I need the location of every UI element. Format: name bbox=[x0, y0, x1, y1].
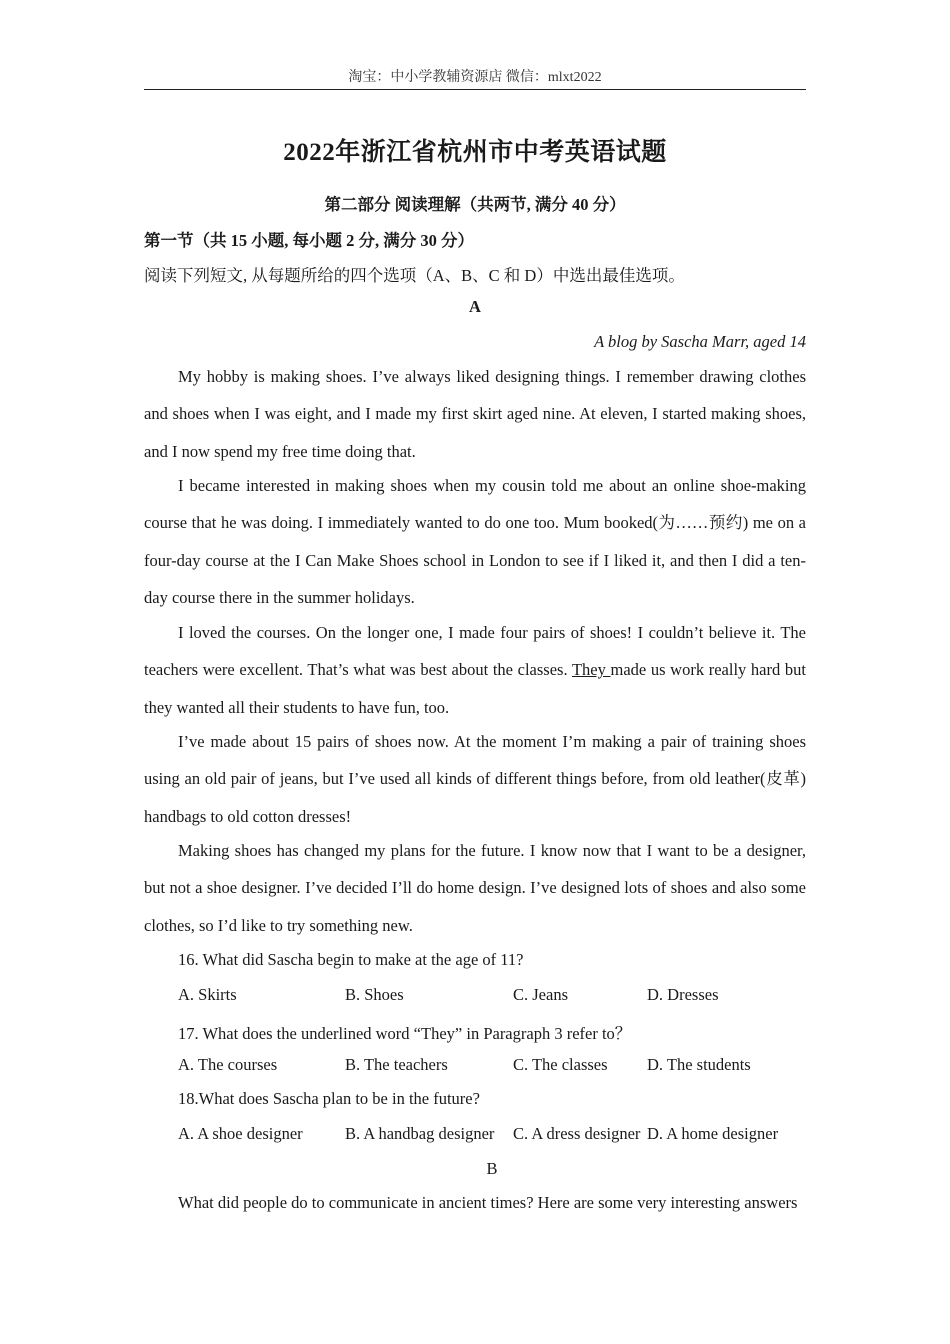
question-17-option-b: B. The teachers bbox=[345, 1055, 448, 1074]
passage-a-byline: A blog by Sascha Marr, aged 14 bbox=[594, 332, 806, 351]
passage-a-paragraph-5: Making shoes has changed my plans for the future. I know now that I want to be a designer, but not a shoe designer. I’ve decided I’ll do home design. I’ve designed lots of shoes and also some clothes, so I’d like to try something new. bbox=[144, 841, 806, 935]
passage-b-label: B bbox=[486, 1159, 498, 1178]
page-header: 淘宝：中小学教辅资源店 微信：mlxt2022 bbox=[144, 66, 806, 90]
exam-title: 2022年浙江省杭州市中考英语试题 bbox=[283, 139, 667, 166]
question-18-option-c: C. A dress designer bbox=[513, 1124, 641, 1143]
instruction-text: 阅读下列短文, 从每题所给的四个选项（A、B、C 和 D）中选出最佳选项。 bbox=[144, 266, 685, 285]
question-16-option-d: D. Dresses bbox=[647, 985, 719, 1004]
question-18-stem: 18.What does Sascha plan to be in the future? bbox=[178, 1089, 480, 1108]
passage-a-label: A bbox=[469, 297, 481, 316]
underlined-word-they: They bbox=[571, 660, 611, 680]
question-17-option-d: D. The students bbox=[647, 1055, 751, 1074]
paragraph-3-text-after: made us work really hard but they wanted all their students to have fun, too. bbox=[144, 660, 806, 717]
passage-a-paragraph-3 bbox=[144, 614, 806, 726]
passage-a-paragraph-1: My hobby is making shoes. I’ve always liked designing things. I remember drawing clothes and shoes when I was eight, and I made my first skirt aged nine. At eleven, I started making shoes, and I now spend my free time doing that. bbox=[144, 367, 806, 461]
question-17-option-a: A. The courses bbox=[178, 1055, 278, 1074]
question-18-option-a: A. A shoe designer bbox=[178, 1124, 303, 1143]
question-17-stem: 17. What does the underlined word “They” in Paragraph 3 refer to？ bbox=[178, 1024, 632, 1043]
passage-a-paragraph-2: I became interested in making shoes when my cousin told me about an online shoe-making course that he was doing. I immediately wanted to do one too. Mum booked(为……预约) me on a four-day course at the I Can Make Shoes school in London to see if I liked it, and then I did a ten-day course there in the summer holidays. bbox=[144, 476, 806, 608]
passage-a-paragraph-4: I’ve made about 15 pairs of shoes now. At the moment I’m making a pair of training shoes using an old pair of jeans, but I’ve used all kinds of different things before, from old leather(皮革) handbags to old cotton dresses! bbox=[144, 732, 806, 826]
question-18-option-d: D. A home designer bbox=[647, 1124, 779, 1143]
section-heading: 第一节（共 15 小题, 每小题 2 分, 满分 30 分） bbox=[144, 231, 474, 250]
question-16-option-b: B. Shoes bbox=[345, 985, 404, 1004]
part-heading: 第二部分 阅读理解（共两节, 满分 40 分） bbox=[324, 195, 626, 214]
question-17-option-c: C. The classes bbox=[513, 1055, 608, 1074]
question-16-stem: 16. What did Sascha begin to make at the age of 11? bbox=[178, 950, 524, 969]
question-16-option-c: C. Jeans bbox=[513, 985, 568, 1004]
question-18-option-b: B. A handbag designer bbox=[345, 1124, 495, 1143]
passage-b-paragraph-1: What did people do to communicate in ancient times? Here are some very interesting answers bbox=[178, 1193, 798, 1212]
paragraph-3-text-before: I loved the courses. On the longer one, I made four pairs of shoes! I couldn’t believe it. The teachers were excellent. That’s what was best about the classes. bbox=[144, 623, 806, 680]
question-16-option-a: A. Skirts bbox=[178, 985, 237, 1004]
